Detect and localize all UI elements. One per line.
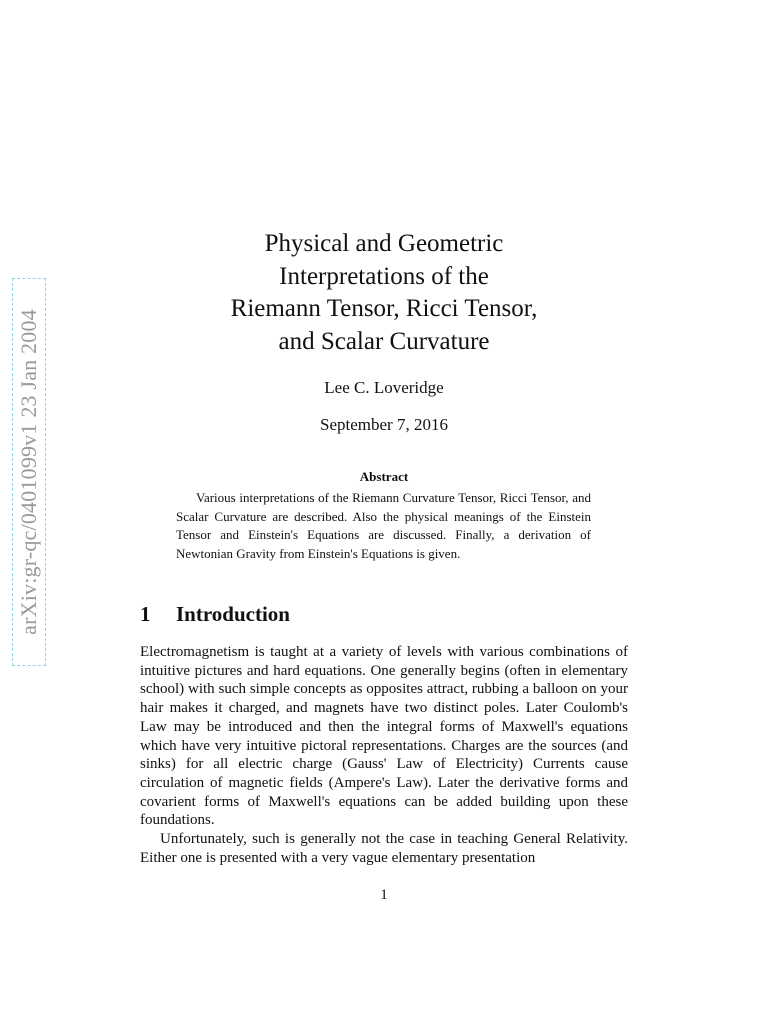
section-title: Introduction	[176, 602, 290, 626]
title-line: Riemann Tensor, Ricci Tensor,	[230, 295, 538, 322]
section-number: 1	[140, 602, 151, 626]
abstract-text: Various interpretations of the Riemann Curvature Tensor, Ricci Tensor, and Scalar Curvature are described. Also the physical meanings of the Einstein Tensor and Einstein's Equations are discussed. Finally, a derivation of Newtonian Gravity from Einstein's Equations is given.	[176, 490, 591, 561]
page-number: 1	[380, 887, 388, 903]
body-paragraph: Electromagnetism is taught at a variety of levels with various combinations of intuitive pictures and hard equations. One generally begins (often in elementary school) with such simple concepts as opposites attract, rubbing a balloon on your hair makes it charged, and magnets have two distinct poles. Later Coulomb's Law may be introduced and then the integral forms of Maxwell's equations which have very intuitive pictoral representations. Charges are the sources (and sinks) for all electric charge (Gauss' Law of Electricity) Currents cause circulation of magnetic fields (Ampere's Law). Later the derivative forms and covarient forms of Maxwell's equations can be added building upon these foundations.	[140, 644, 628, 829]
author-name: Lee C. Loveridge	[324, 378, 444, 397]
arxiv-identifier-text: arXiv:gr-qc/0401099v1 23 Jan 2004	[16, 309, 41, 635]
body-paragraph: Unfortunately, such is generally not the case in teaching General Relativity. Either one is presented with a very vague elementary presentation	[140, 831, 628, 866]
publication-date: September 7, 2016	[320, 415, 448, 434]
abstract-heading: Abstract	[359, 469, 409, 484]
title-line: Physical and Geometric	[264, 230, 504, 257]
title-line: Interpretations of the	[279, 262, 489, 290]
section-heading	[140, 602, 290, 627]
arxiv-identifier-stamp[interactable]	[12, 278, 46, 666]
paper-title	[160, 228, 608, 358]
title-line: and Scalar Curvature	[278, 327, 490, 355]
